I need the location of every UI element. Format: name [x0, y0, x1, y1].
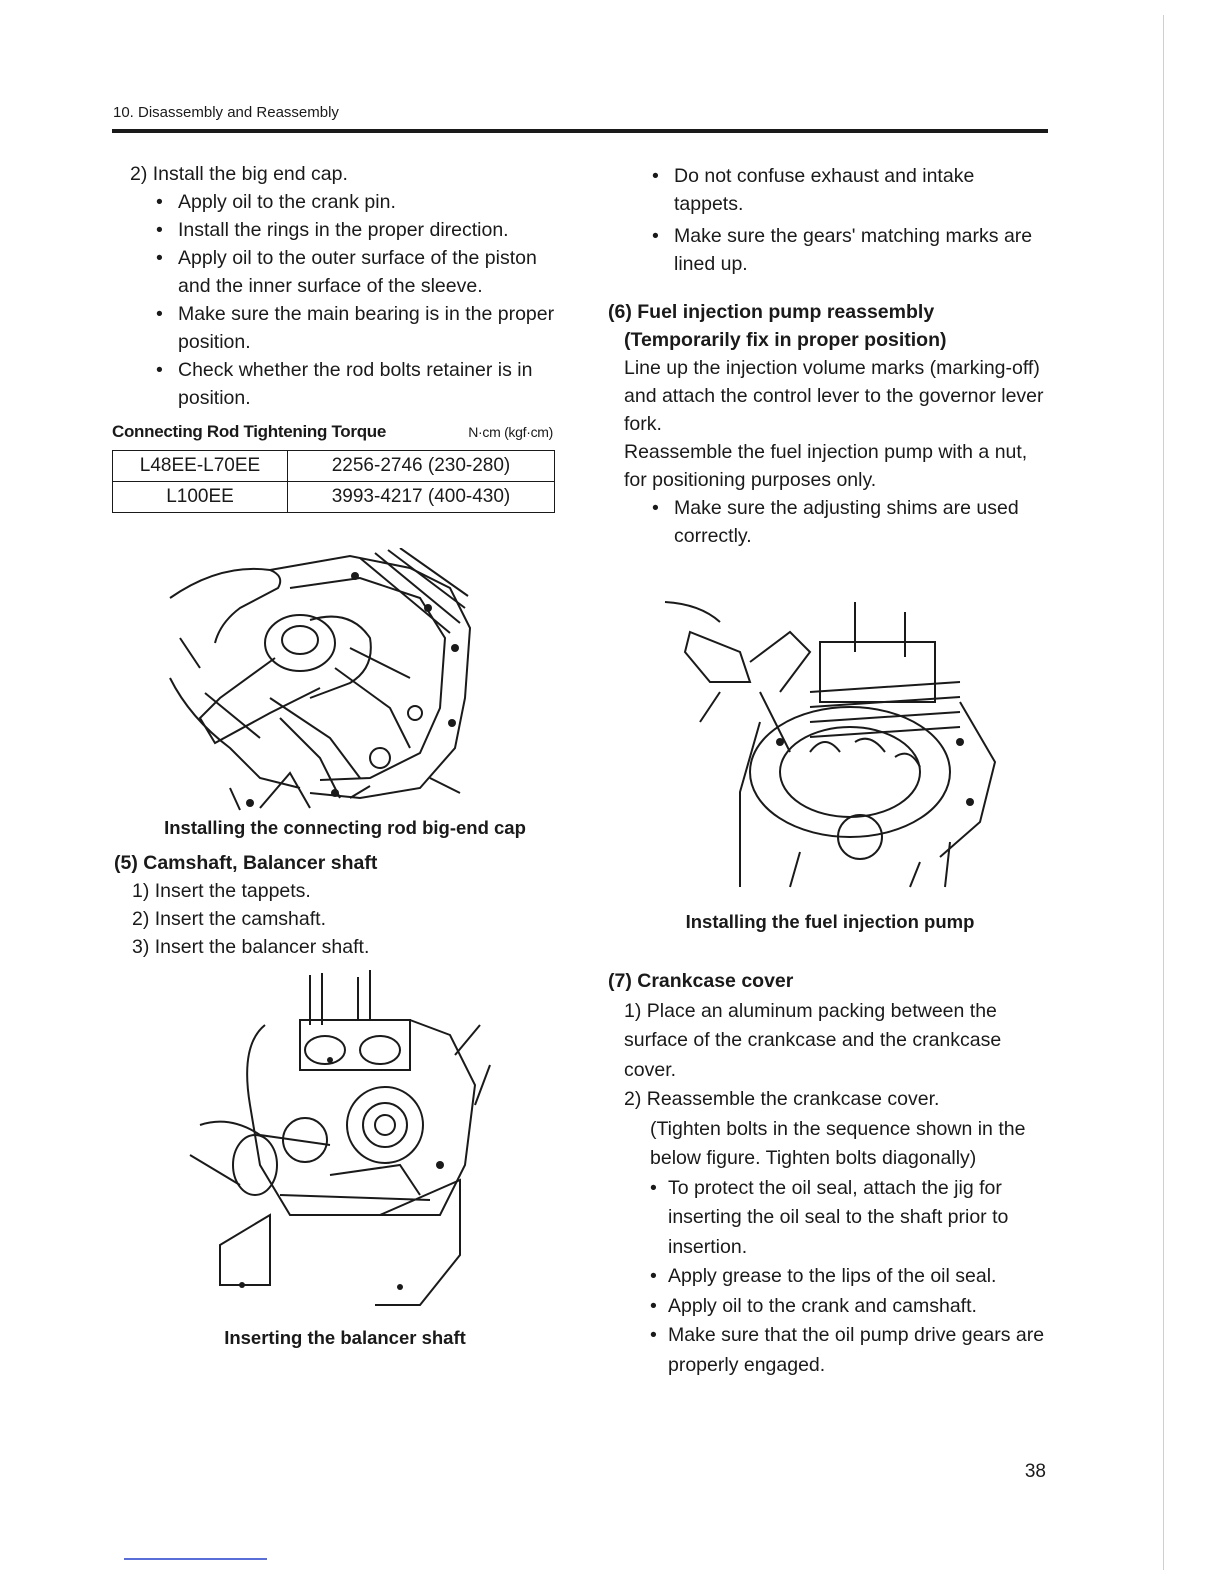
section-title: (7) Crankcase cover — [608, 970, 794, 992]
list-item: • Make sure that the oil pump drive gears are properly engaged. — [608, 1321, 1048, 1380]
list-item: • Make sure the gears' matching marks are lined up. — [608, 222, 1048, 278]
bullet-icon: • — [650, 1176, 657, 1199]
figure-caption: Installing the fuel injection pump — [685, 911, 975, 932]
bullet-icon: • — [156, 219, 163, 241]
list-item: 2) Insert the camshaft. — [132, 908, 327, 930]
list-item: • Apply grease to the lips of the oil seal. — [608, 1262, 1048, 1292]
bullet-icon: • — [156, 303, 163, 325]
bullet-icon: • — [650, 1324, 657, 1346]
footer-link[interactable] — [124, 1558, 267, 1560]
scan-margin-line — [1163, 15, 1164, 1570]
section-7 — [608, 967, 1048, 1380]
figure-caption: Inserting the balancer shaft — [224, 1327, 466, 1348]
list-item: • Make sure the main bearing is in the proper position. — [156, 300, 557, 356]
bullet-icon: • — [650, 1265, 657, 1287]
table-cell-value: 2256-2746 (230-280) — [288, 451, 555, 482]
list-item: • To protect the oil seal, attach the jig for inserting the oil seal to the shaft prior to insertion. — [608, 1174, 1048, 1263]
bullet-icon: • — [156, 191, 163, 213]
list-item: 1) Place an aluminum packing between the surface of the crankcase and the crankcase cover. — [624, 999, 1002, 1081]
header-rule — [112, 129, 1048, 133]
list-item: • Apply oil to the crank and camshaft. — [608, 1292, 1048, 1322]
torque-table-title: Connecting Rod Tightening Torque N·cm (kgf·cm) — [112, 418, 557, 446]
torque-unit: N·cm (kgf·cm) — [468, 424, 553, 440]
bullet-icon: • — [652, 497, 659, 519]
figure-caption: Installing the connecting rod big-end cap — [164, 817, 526, 838]
left-column — [112, 160, 557, 513]
bullet-icon: • — [652, 165, 659, 187]
section-title: (5) Camshaft, Balancer shaft — [114, 852, 378, 874]
paragraph: Line up the injection volume marks (marking-off) and attach the control lever to the governor lever fork. — [624, 357, 1044, 435]
fuel-injection-pump-illustration — [660, 592, 1010, 892]
section-title: (6) Fuel injection pump reassembly — [608, 301, 935, 323]
torque-table — [112, 450, 555, 513]
list-item: • Do not confuse exhaust and intake tappets. — [608, 162, 1048, 218]
balancer-shaft-illustration — [180, 965, 500, 1313]
bullet-icon: • — [156, 247, 163, 269]
step-install-big-end-cap: 2) Install the big end cap. — [130, 163, 348, 185]
big-end-cap-illustration — [160, 548, 480, 818]
bullet-icon: • — [156, 359, 163, 381]
section-5 — [114, 849, 559, 961]
list-item: • Make sure the adjusting shims are used correctly. — [608, 494, 1048, 550]
bullet-icon: • — [652, 225, 659, 247]
table-cell-model: L48EE-L70EE — [113, 451, 288, 482]
list-item: • Install the rings in the proper direction. — [156, 216, 557, 244]
list-item: 2) Reassemble the crankcase cover. — [624, 1088, 940, 1110]
table-row — [113, 451, 555, 482]
bullet-icon: • — [650, 1294, 657, 1317]
table-cell-model: L100EE — [113, 482, 288, 513]
big-end-cap-bullets — [112, 188, 557, 412]
list-item: • Check whether the rod bolts retainer is in position. — [156, 356, 557, 412]
list-item: • Apply oil to the outer surface of the piston and the inner surface of the sleeve. — [156, 244, 557, 300]
list-item: 3) Insert the balancer shaft. — [132, 936, 370, 958]
right-column — [608, 162, 1048, 550]
note-text: (Tighten bolts in the sequence shown in the below figure. Tighten bolts diagonally) — [650, 1117, 1026, 1169]
list-item: • Apply oil to the crank pin. — [156, 188, 557, 216]
page-number: 38 — [1024, 1461, 1046, 1482]
running-header: 10. Disassembly and Reassembly — [113, 104, 339, 121]
table-row — [113, 482, 555, 513]
list-item: 1) Insert the tappets. — [132, 880, 311, 902]
section-subtitle: (Temporarily fix in proper position) — [624, 329, 947, 351]
table-cell-value: 3993-4217 (400-430) — [288, 482, 555, 513]
paragraph: Reassemble the fuel injection pump with a nut, for positioning purposes only. — [624, 441, 1028, 491]
